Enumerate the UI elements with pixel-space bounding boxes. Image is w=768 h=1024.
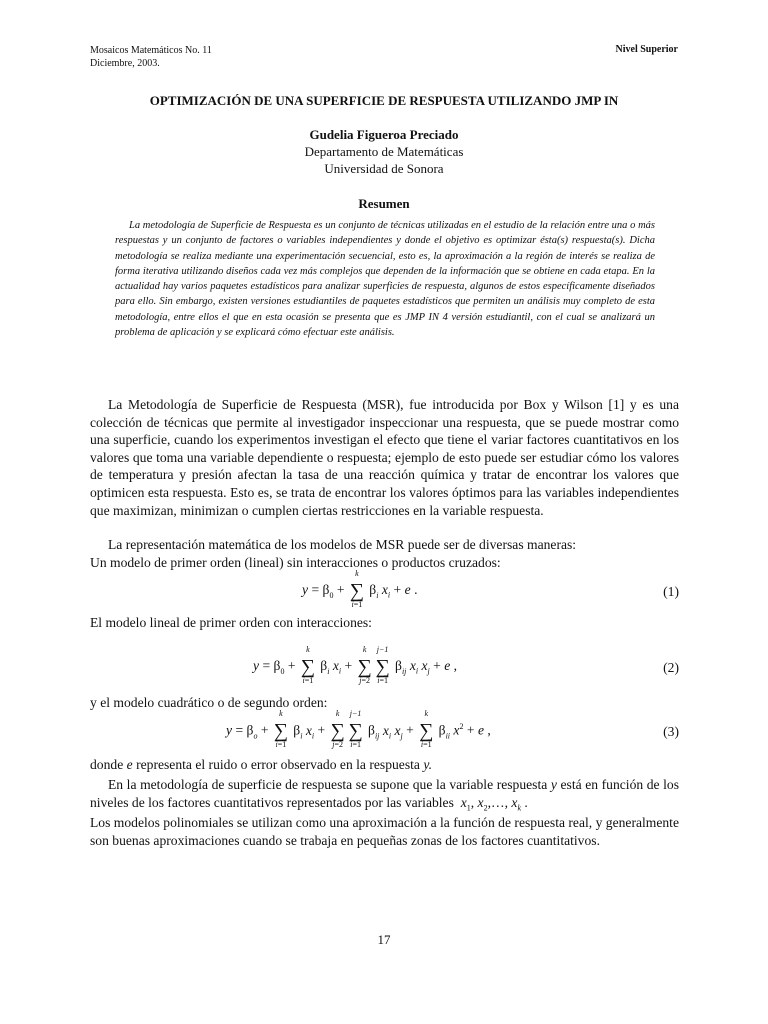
factor-variables: $x_1$, $x_2,\dots$, $x_k$ .: [460, 794, 528, 813]
paragraph-representation: La representación matemática de los modelos de MSR puede ser de diversas maneras:: [108, 537, 577, 552]
level-label: Nivel Superior: [615, 44, 678, 55]
equation-2-formula: $y = \beta_0$ + k ∑ i=1 $\beta_i$ $x_i$ + k ∑ j=2 j−1 ∑ i=1 $\beta_{ij}$ $x_i$ $x_j + e$ ,: [253, 645, 458, 685]
equation-1-formula: $y = \beta_0$ + k ∑ i=1 $\beta_i$ $x_i + e$ .: [302, 569, 418, 609]
equation-2: [90, 645, 679, 690]
paragraph-polynomials: Los modelos polinomiales se utilizan como una aproximación a la función de respuesta real, y generalmente son buenas aproximaciones cuando se trabaja en pequeñas zonas de los factores cuantitativos.: [90, 815, 679, 848]
paragraph-intro: La Metodología de Superficie de Respuesta (MSR), fue introducida por Box y Wilson [1] y es una colección de técnicas que permite al investigador inspeccionar una respuesta, que se puede mostrar como una superficie, cuando los experimentos investigan el efecto que tiene el variar factores cuantitativos en los valores que toma una variable dependiente o respuesta; ejemplo de esto puede ser estudiar cómo los valores de temperatura y presión afectan la tasa de una reacción química y tratar de encontrar los valores que optimicen esta respuesta. Esto es, se trata de encontrar los valores óptimos para las variables independientes que maximizan, minimizan o cumplen ciertas restricciones en la variable respuesta.: [90, 397, 679, 518]
error-text-b: representa el ruido o error observado en la respuesta: [136, 757, 420, 772]
department: Departamento de Matemáticas: [304, 144, 464, 159]
error-var: e: [126, 757, 133, 772]
equation-2-number: (2): [663, 660, 679, 675]
response-text-a: En la metodología de superficie de respuesta se supone que la variable respuesta: [108, 777, 548, 792]
response-var-y: y: [550, 777, 557, 792]
author-name: Gudelia Figueroa Preciado: [309, 127, 459, 142]
paragraph-error-term: [90, 756, 679, 774]
equation-3: [90, 709, 679, 754]
university: Universidad de Sonora: [324, 161, 444, 176]
paragraph-quadratic: y el modelo cuadrático o de segundo orden:: [90, 695, 328, 710]
response-text-b: está en función de los niveles de los factores cuantitativos representados por las variables: [90, 777, 680, 810]
paper-title: OPTIMIZACIÓN DE UNA SUPERFICIE DE RESPUESTA UTILIZANDO JMP IN: [149, 93, 619, 108]
response-var: y.: [423, 757, 433, 772]
paragraph-interactions: El modelo lineal de primer orden con interacciones:: [90, 615, 372, 630]
equation-1: [90, 569, 679, 610]
running-header-left: [90, 44, 212, 70]
paragraph-response-function: [90, 776, 679, 817]
equation-3-formula: $y = \beta_o$ + k ∑ i=1 $\beta_i$ $x_i$ + k ∑ j=2 j−1 ∑ i=1 $\beta_{ij}$ $x_i$ $x_j$ + k ∑ i=1 $\beta_{ii}$ $x^2 + e$ ,: [226, 709, 491, 750]
equation-3-number: (3): [663, 724, 679, 739]
issue-date: Diciembre, 2003.: [90, 58, 160, 69]
paragraph-first-order: Un modelo de primer orden (lineal) sin interacciones o productos cruzados:: [90, 555, 501, 570]
journal-name: Mosaicos Matemáticos No. 11: [90, 45, 212, 56]
abstract-heading: Resumen: [358, 196, 410, 211]
page-number: 17: [377, 932, 391, 947]
equation-1-number: (1): [663, 584, 679, 599]
error-text-a: donde: [90, 757, 124, 772]
abstract-text: La metodología de Superficie de Respuesta es un conjunto de técnicas utilizadas en el estudio de la relación entre una o más respuestas y un conjunto de factores o variables independientes y donde el objetivo es optimizar ésta(s) respuesta(s). Dicha metodología se realiza mediante una experimentación secuencial, esto es, la aproximación a la región de interés se realiza de forma iterativa utilizando diseños cada vez más complejos que dependen de la información que se obtiene en cada etapa. En la actualidad hay varios paquetes estadísticos para analizar superficies de respuesta, algunos de estos específicamente diseñados para ello. Sin embargo, existen versiones estudiantiles de paquetes estadísticos que permiten un análisis muy completo de esta metodología, entre ellos el que en esta ocasión se presenta que es JMP IN 4 versión estudiantil, con el cual se analizará un problema de aplicación y se explicará cómo efectuar este análisis.: [115, 220, 655, 339]
